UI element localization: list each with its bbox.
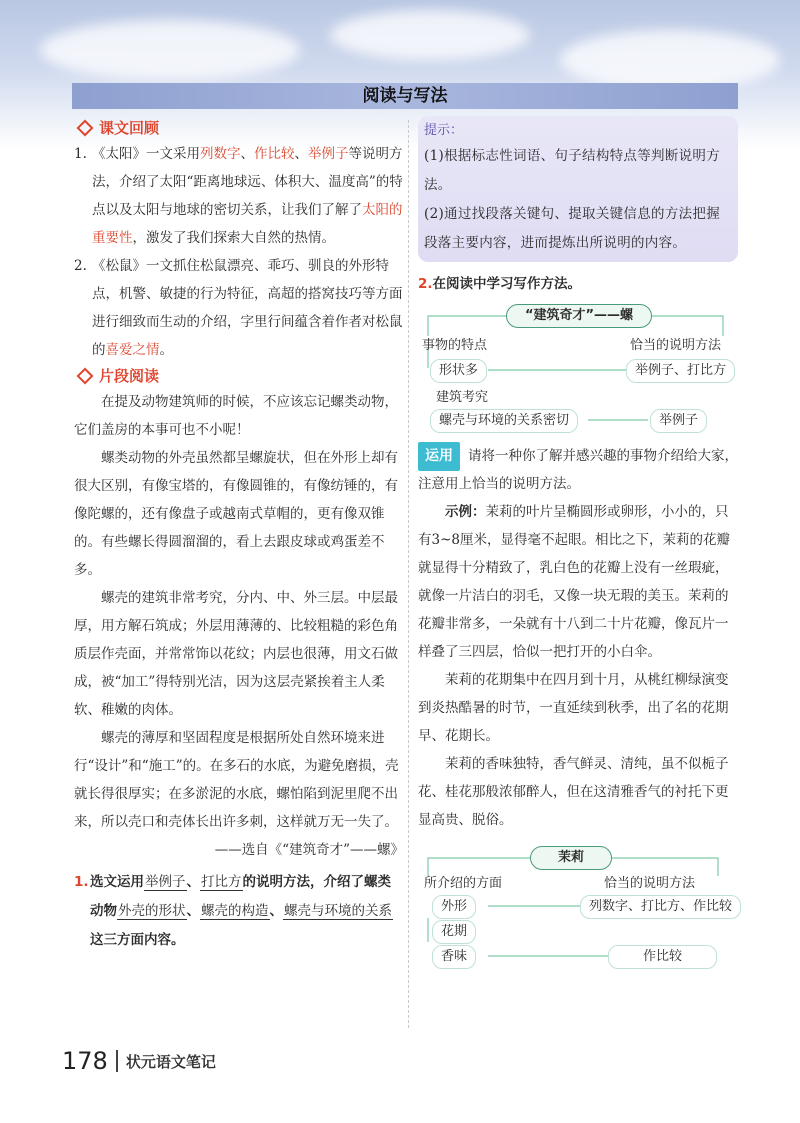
- diagram-node: 花期: [432, 920, 476, 944]
- page-number: 178: [62, 1047, 108, 1075]
- hint-line: (1)根据标志性词语、句子结构特点等判断说明方法。: [424, 148, 721, 193]
- cloud-decoration: [560, 30, 780, 90]
- passage-paragraph: 在提及动物建筑师的时候，不应该忘记螺类动物，它们盖房的本事可也不小呢！: [74, 394, 398, 438]
- answer-blank: 打比方: [201, 874, 242, 890]
- review-item-1: 1. 《太阳》一文采用列数字、作比较、举例子等说明方法，介绍了太阳“距离地球远、体积大、温度高”的特点以及太阳与地球的密切关系，让我们了解了太阳的重要性，激发了我们探索大自然的热情。: [74, 146, 403, 246]
- diagram-node: 举例子: [650, 409, 707, 433]
- example-paragraph: 示例：茉莉的叶片呈椭圆形或卵形，小小的，只有3~8厘米，显得毫不起眼。相比之下，茉莉的花瓣就显得十分精致了，乳白色的花瓣上没有一丝瑕疵，就像一片洁白的羽毛，又像一块无瑕的美玉。茉莉的花瓣非常多，一朵就有十八到二十片花瓣，像瓦片一样叠了三四层，恰似一把打开的小白伞。: [418, 504, 730, 660]
- diagram-node: 形状多: [430, 359, 487, 383]
- hint-box: [418, 116, 738, 262]
- diagram-right-label: 恰当的说明方法: [604, 876, 696, 891]
- book-title: 状元语文笔记: [125, 1052, 216, 1071]
- diagram-node: 螺壳与环境的关系密切: [430, 409, 578, 433]
- diagram-left-label: 事物的特点: [422, 338, 488, 353]
- diagram-node: 列数字、打比方、作比较: [580, 895, 741, 919]
- diagram-node: 外形: [432, 895, 476, 919]
- hint-title: 提示：: [424, 123, 464, 138]
- diagram-node: 建筑考究: [436, 390, 489, 405]
- diamond-icon: [77, 120, 94, 137]
- apply-prompt: 运用 请将一种你了解并感兴趣的事物介绍给大家，注意用上恰当的说明方法。: [418, 442, 738, 498]
- answer-blank: 螺壳的构造: [201, 903, 269, 919]
- example-paragraph: 茉莉的花期集中在四月到十月，从桃红柳绿演变到炎热酷暑的时节，一直延续到秋季，出了名的花期早、花期长。: [418, 672, 729, 744]
- diagram-node: 作比较: [608, 945, 717, 969]
- passage-heading: 片段阅读: [74, 366, 404, 386]
- diagram-center: 茉莉: [530, 846, 612, 870]
- snail-diagram: [418, 298, 738, 438]
- diamond-icon: [77, 368, 94, 385]
- question-1: 1. 选文运用举例子、打比方的说明方法，介绍了螺类动物外壳的形状、螺壳的构造、螺壳与环境的关系这三方面内容。: [74, 874, 392, 948]
- answer-blank: 举例子: [145, 874, 186, 890]
- question-2: 2.在阅读中学习写作方法。: [418, 276, 582, 292]
- example-paragraph: 茉莉的香味独特，香气鲜灵、清纯，虽不似栀子花、桂花那般浓郁醉人，但在这清雅香气的衬托下更显高贵、脱俗。: [418, 756, 729, 828]
- cloud-decoration: [40, 20, 300, 80]
- review-heading: 课文回顾: [74, 118, 404, 138]
- diagram-left-label: 所介绍的方面: [424, 876, 503, 891]
- jasmine-diagram: [418, 842, 738, 972]
- diagram-right-label: 恰当的说明方法: [630, 338, 722, 353]
- answer-blank: 外壳的形状: [118, 903, 186, 919]
- cloud-decoration: [330, 10, 530, 60]
- passage-paragraph: 螺壳的薄厚和坚固程度是根据所处自然环境来进行“设计”和“施工”的。在多石的水底，为避免磨损，壳就长得很厚实；在多淤泥的水底，螺怕陷到泥里爬不出来，所以壳口和壳体长出许多刺，这样就万无一失了。: [74, 730, 399, 830]
- right-column: [418, 116, 738, 972]
- column-divider: [408, 120, 409, 1028]
- passage-source: ——选自《“建筑奇才”——螺》: [214, 842, 404, 858]
- section-title: 阅读与写法: [72, 83, 738, 109]
- diagram-node: 香味: [432, 945, 476, 969]
- page-footer: [62, 1047, 216, 1075]
- review-item-2: 2. 《松鼠》一文抓住松鼠漂亮、乖巧、驯良的外形特点，机警、敏捷的行为特征，高超的搭窝技巧等方面进行细致而生动的介绍，字里行间蕴含着作者对松鼠的喜爱之情。: [74, 258, 403, 358]
- footer-divider: [116, 1050, 118, 1072]
- diagram-center: “建筑奇才”——螺: [506, 304, 652, 328]
- apply-tag: 运用: [418, 442, 460, 471]
- passage-paragraph: 螺类动物的外壳虽然都呈螺旋状，但在外形上却有很大区别，有像宝塔的，有像圆锥的，有像纺锤的，有像陀螺的，还有像盘子或越南式草帽的，更有像双锥的。有些螺长得圆溜溜的，看上去跟皮球或鸡蛋差不多。: [74, 450, 398, 578]
- left-column: [74, 116, 404, 955]
- diagram-node: 举例子、打比方: [626, 359, 735, 383]
- answer-blank: 螺壳与环境的关系: [284, 903, 392, 919]
- passage-paragraph: 螺壳的建筑非常考究，分内、中、外三层。中层最厚，用方解石筑成；外层用薄薄的、比较粗糙的彩色角质层作壳面，并常常饰以花纹；内层也很薄，用文石做成，被“加工”得特别光洁，因为这层壳紧挨着主人柔软、稚嫩的肉体。: [74, 590, 398, 718]
- hint-line: (2)通过找段落关键句、提取关键信息的方法把握段落主要内容，进而提炼出所说明的内容。: [424, 206, 721, 251]
